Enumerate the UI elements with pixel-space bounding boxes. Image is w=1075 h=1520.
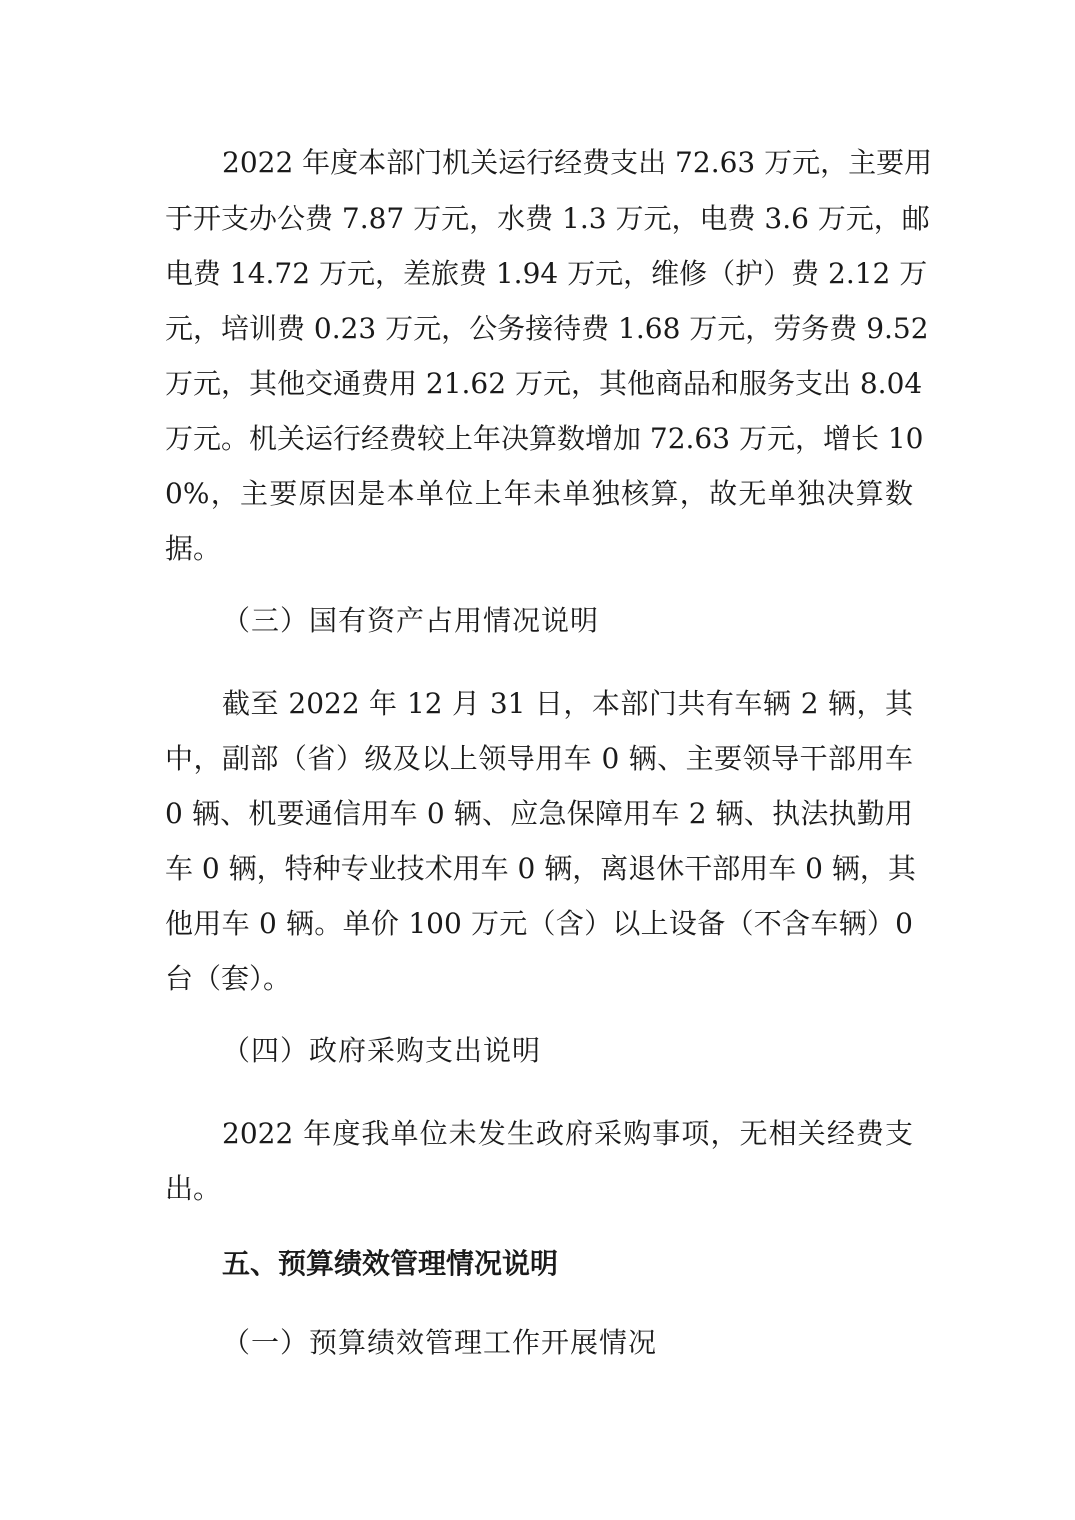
section-4-heading: （四）政府采购支出说明 (222, 1034, 542, 1067)
assets-line-4: 车 0 辆，特种专业技术用车 0 辆，离退休干部用车 0 辆，其 (165, 852, 916, 885)
operating-expenses-line-6: 万元。机关运行经费较上年决算数增加 72.63 万元，增长 10 (165, 422, 924, 455)
operating-expenses-line-2: 于开支办公费 7.87 万元，水费 1.3 万元，电费 3.6 万元，邮 (165, 202, 930, 235)
assets-line-3: 0 辆、机要通信用车 0 辆、应急保障用车 2 辆、执法执勤用 (165, 797, 913, 830)
operating-expenses-line-8: 据。 (165, 532, 222, 565)
operating-expenses-line-4: 元，培训费 0.23 万元，公务接待费 1.68 万元，劳务费 9.52 (165, 312, 929, 345)
operating-expenses-line-7: 0%，主要原因是本单位上年未单独核算，故无单独决算数 (165, 477, 913, 510)
assets-line-6: 台（套）。 (165, 962, 292, 995)
assets-line-1: 截至 2022 年 12 月 31 日，本部门共有车辆 2 辆，其 (222, 687, 913, 720)
procurement-line-2: 出。 (165, 1172, 222, 1205)
operating-expenses-line-3: 电费 14.72 万元，差旅费 1.94 万元，维修（护）费 2.12 万 (165, 257, 928, 290)
chapter-5-heading: 五、预算绩效管理情况说明 (222, 1247, 559, 1280)
section-3-heading: （三）国有资产占用情况说明 (222, 604, 600, 637)
assets-line-2: 中，副部（省）级及以上领导用车 0 辆、主要领导干部用车 (165, 742, 913, 775)
operating-expenses-line-5: 万元，其他交通费用 21.62 万元，其他商品和服务支出 8.04 (165, 367, 923, 400)
assets-line-5: 他用车 0 辆。单价 100 万元（含）以上设备（不含车辆）0 (165, 907, 913, 940)
operating-expenses-line-1: 2022 年度本部门机关运行经费支出 72.63 万元，主要用 (222, 146, 933, 179)
procurement-line-1: 2022 年度我单位未发生政府采购事项，无相关经费支 (222, 1117, 913, 1150)
section-5-1-heading: （一）预算绩效管理工作开展情况 (222, 1326, 658, 1359)
